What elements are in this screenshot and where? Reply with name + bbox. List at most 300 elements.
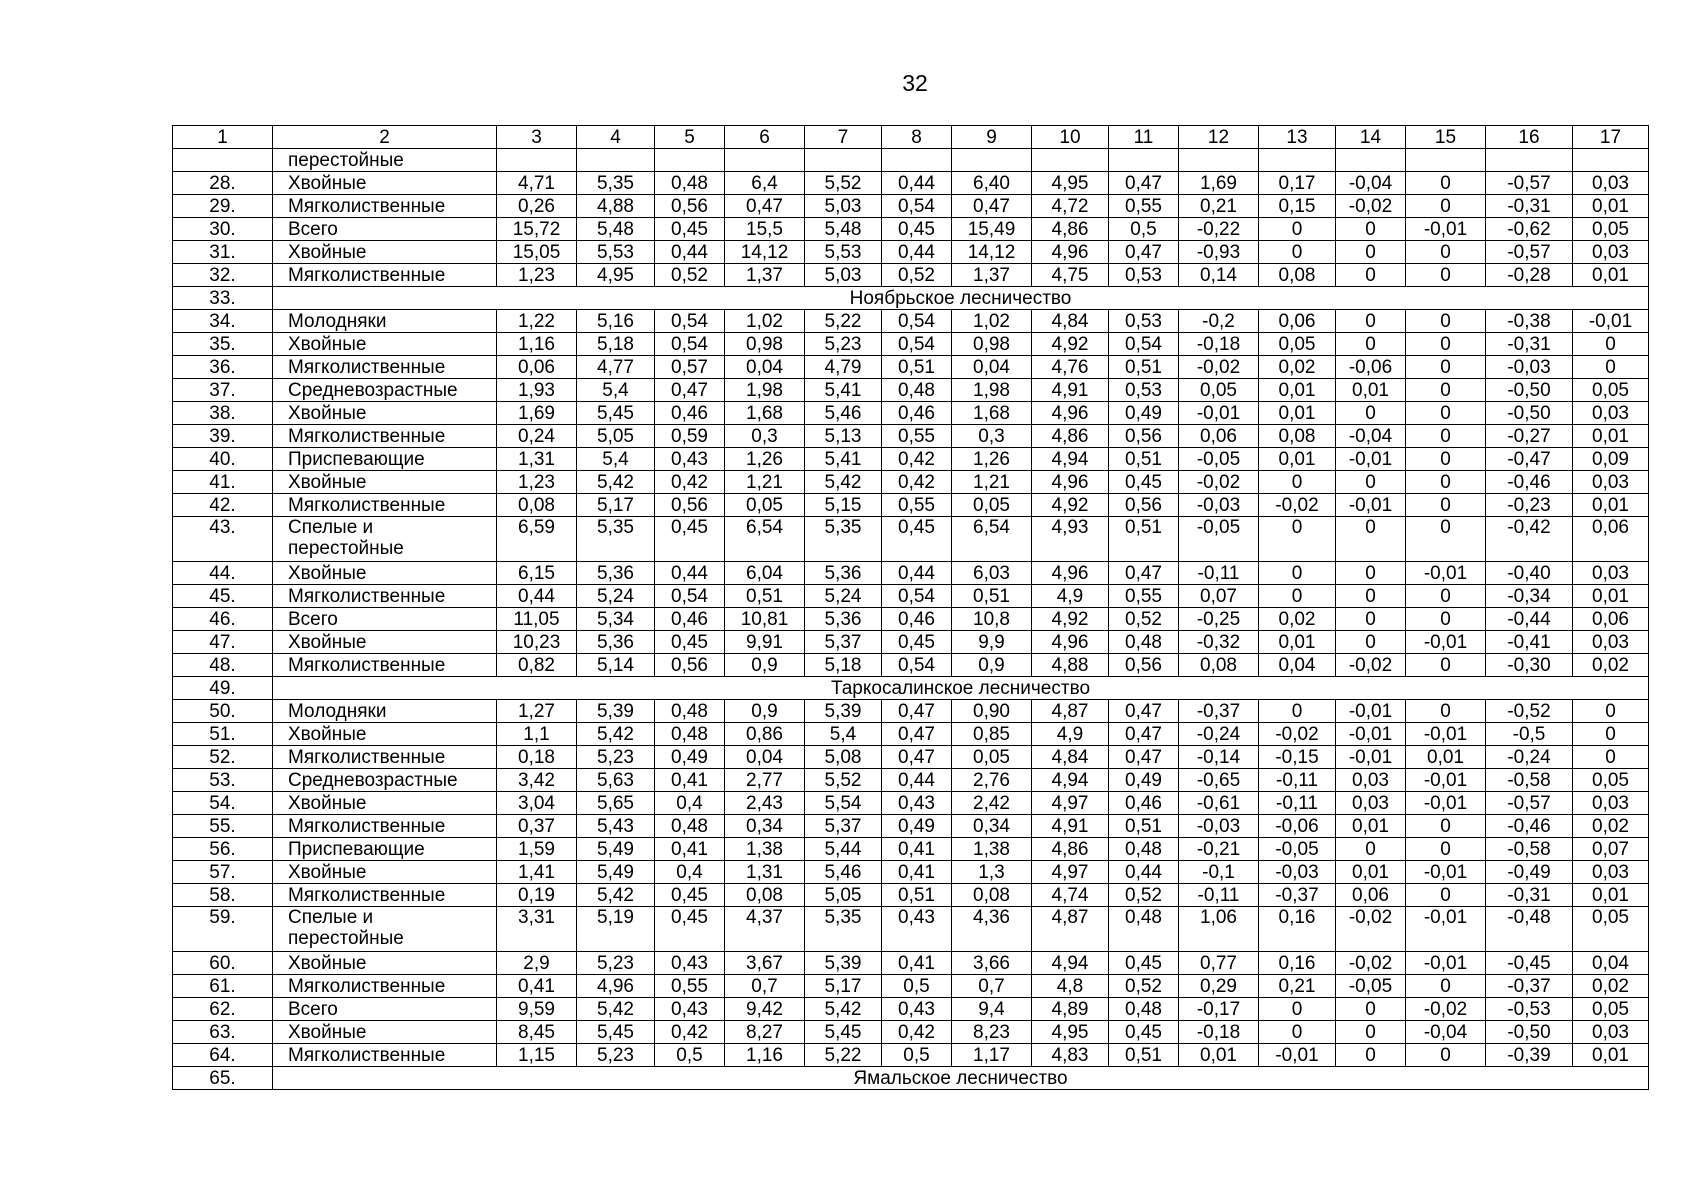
value-cell: 5,35 [805,907,882,952]
row-label: Мягколиственные [273,356,497,379]
table-row [173,654,1649,677]
value-cell: 0,05 [1573,907,1649,952]
value-cell: 0 [1406,195,1486,218]
column-header: 6 [725,126,805,149]
value-cell: 0,34 [952,815,1032,838]
value-cell: 0 [1406,310,1486,333]
row-number: 38. [173,402,273,425]
row-label: Хвойные [273,952,497,975]
value-cell: -0,02 [1259,723,1336,746]
value-cell: -0,30 [1486,654,1573,677]
row-number: 39. [173,425,273,448]
value-cell: -0,17 [1179,998,1259,1021]
row-label: Хвойные [273,333,497,356]
table-row [173,264,1649,287]
table-row [173,746,1649,769]
value-cell: 0,45 [882,631,952,654]
value-cell: 0,05 [1573,998,1649,1021]
value-cell: -0,34 [1486,585,1573,608]
value-cell: 0,54 [655,310,725,333]
value-cell: 5,45 [577,402,655,425]
value-cell: -0,01 [1336,723,1406,746]
value-cell: 15,72 [497,218,577,241]
value-cell: 0,45 [1109,952,1179,975]
value-cell: 5,45 [577,1021,655,1044]
value-cell: 5,41 [805,379,882,402]
value-cell: 0,01 [1573,1044,1649,1067]
value-cell: 0 [1406,815,1486,838]
value-cell: 0,56 [1109,425,1179,448]
value-cell [1336,149,1406,172]
value-cell: 0 [1259,517,1336,562]
value-cell: -0,45 [1486,952,1573,975]
row-number: 30. [173,218,273,241]
value-cell: 0 [1259,585,1336,608]
value-cell: 0,56 [655,195,725,218]
value-cell: 0 [1406,608,1486,631]
value-cell: 0,08 [1259,264,1336,287]
value-cell: 0,49 [882,815,952,838]
value-cell: 0,03 [1573,241,1649,264]
value-cell: 0,51 [725,585,805,608]
value-cell: -0,05 [1336,975,1406,998]
row-number: 31. [173,241,273,264]
value-cell: 0,5 [655,1044,725,1067]
value-cell: -0,01 [1406,769,1486,792]
value-cell: -0,42 [1486,517,1573,562]
value-cell: 1,21 [725,471,805,494]
value-cell: 6,40 [952,172,1032,195]
value-cell: 0,42 [882,471,952,494]
value-cell: 0,15 [1259,195,1336,218]
value-cell: 0,01 [1336,861,1406,884]
value-cell: 0,18 [497,746,577,769]
value-cell: 5,37 [805,815,882,838]
value-cell: 4,92 [1032,333,1109,356]
value-cell: -0,52 [1486,700,1573,723]
value-cell: 0 [1406,654,1486,677]
value-cell [1259,149,1336,172]
value-cell: 0,43 [882,792,952,815]
value-cell: 4,95 [577,264,655,287]
table-row [173,1021,1649,1044]
value-cell: 0 [1406,700,1486,723]
value-cell: 0 [1406,448,1486,471]
value-cell: 1,37 [725,264,805,287]
value-cell: -0,53 [1486,998,1573,1021]
row-number: 33. [173,287,273,310]
row-number: 59. [173,907,273,952]
value-cell: 0,52 [1109,884,1179,907]
value-cell: -0,06 [1259,815,1336,838]
row-number: 42. [173,494,273,517]
value-cell: 1,22 [497,310,577,333]
value-cell: 4,88 [1032,654,1109,677]
value-cell: 1,16 [725,1044,805,1067]
table-row [173,425,1649,448]
value-cell: 0,04 [952,356,1032,379]
value-cell: 4,89 [1032,998,1109,1021]
row-label: Приспевающие [273,448,497,471]
value-cell: 0,04 [1573,952,1649,975]
value-cell: 0,03 [1573,172,1649,195]
table-row [173,562,1649,585]
value-cell: -0,01 [1336,700,1406,723]
value-cell: 5,35 [805,517,882,562]
value-cell: 0,47 [1109,746,1179,769]
row-label: Хвойные [273,471,497,494]
value-cell: 8,27 [725,1021,805,1044]
value-cell: 0 [1336,471,1406,494]
row-label: Мягколиственные [273,585,497,608]
row-number: 29. [173,195,273,218]
value-cell: -0,37 [1486,975,1573,998]
value-cell: 4,94 [1032,448,1109,471]
value-cell: 0,46 [882,402,952,425]
value-cell: 0 [1573,356,1649,379]
value-cell: 0,04 [725,746,805,769]
value-cell: 0 [1406,402,1486,425]
value-cell: 0,57 [655,356,725,379]
value-cell: 3,31 [497,907,577,952]
table-row [173,149,1649,172]
value-cell: 0,51 [882,884,952,907]
value-cell: 0,56 [655,654,725,677]
value-cell: -0,02 [1179,471,1259,494]
value-cell: 5,45 [805,1021,882,1044]
value-cell: 0,05 [1573,769,1649,792]
value-cell: -0,02 [1336,654,1406,677]
value-cell: 5,37 [805,631,882,654]
value-cell: -0,32 [1179,631,1259,654]
value-cell: -0,02 [1336,195,1406,218]
table-row [173,861,1649,884]
value-cell: 5,24 [805,585,882,608]
value-cell: 0,9 [725,654,805,677]
value-cell: 0,47 [1109,562,1179,585]
value-cell: 0,5 [1109,218,1179,241]
value-cell: 9,4 [952,998,1032,1021]
table-row [173,838,1649,861]
value-cell: 0,90 [952,700,1032,723]
value-cell: 0,06 [1336,884,1406,907]
value-cell: 1,93 [497,379,577,402]
value-cell: 1,26 [952,448,1032,471]
table-row [173,907,1649,952]
value-cell: 0 [1406,1044,1486,1067]
value-cell: -0,11 [1259,769,1336,792]
table-row [173,1044,1649,1067]
row-number: 53. [173,769,273,792]
value-cell: -0,24 [1179,723,1259,746]
value-cell: 0 [1336,631,1406,654]
value-cell: 4,86 [1032,838,1109,861]
value-cell: 0,45 [1109,1021,1179,1044]
value-cell: 0,02 [1573,654,1649,677]
value-cell: 0,48 [1109,998,1179,1021]
value-cell: 1,98 [952,379,1032,402]
table-row [173,884,1649,907]
row-number: 63. [173,1021,273,1044]
value-cell: -0,01 [1406,562,1486,585]
value-cell: 0,03 [1573,1021,1649,1044]
value-cell: 0,55 [1109,195,1179,218]
value-cell: 0,43 [655,952,725,975]
value-cell: 0,45 [655,884,725,907]
value-cell: -0,11 [1259,792,1336,815]
value-cell: 0,41 [882,952,952,975]
value-cell: 0,48 [655,172,725,195]
value-cell: 2,77 [725,769,805,792]
value-cell: 0,01 [1573,195,1649,218]
value-cell: 0,16 [1259,907,1336,952]
column-header: 10 [1032,126,1109,149]
value-cell: 0,03 [1573,562,1649,585]
value-cell: -0,27 [1486,425,1573,448]
row-label: Хвойные [273,861,497,884]
value-cell: 4,96 [577,975,655,998]
value-cell: 9,9 [952,631,1032,654]
value-cell: 5,14 [577,654,655,677]
row-number: 55. [173,815,273,838]
value-cell: 0,7 [725,975,805,998]
value-cell: -0,50 [1486,402,1573,425]
value-cell: -0,58 [1486,838,1573,861]
value-cell: 0,02 [1259,356,1336,379]
section-title: Таркосалинское лесничество [273,677,1649,700]
value-cell: 9,42 [725,998,805,1021]
value-cell: 0,09 [1573,448,1649,471]
value-cell: 0,26 [497,195,577,218]
row-label: Спелые и перестойные [273,517,497,562]
value-cell: 5,34 [577,608,655,631]
value-cell: 0 [1336,517,1406,562]
value-cell: 5,03 [805,195,882,218]
value-cell: 1,41 [497,861,577,884]
value-cell: 9,91 [725,631,805,654]
value-cell: 0,48 [1109,907,1179,952]
value-cell: 5,46 [805,402,882,425]
value-cell: 5,15 [805,494,882,517]
value-cell: 5,42 [577,884,655,907]
value-cell: 5,48 [577,218,655,241]
value-cell: 5,23 [805,333,882,356]
value-cell: 0,34 [725,815,805,838]
value-cell: 0,06 [1573,517,1649,562]
value-cell: -0,38 [1486,310,1573,333]
value-cell: -0,39 [1486,1044,1573,1067]
value-cell: 0 [1406,356,1486,379]
value-cell: -0,24 [1486,746,1573,769]
value-cell: 4,84 [1032,746,1109,769]
value-cell: 5,53 [577,241,655,264]
value-cell: 4,87 [1032,700,1109,723]
value-cell: 0,03 [1573,402,1649,425]
value-cell: 0,43 [882,998,952,1021]
value-cell: 5,05 [805,884,882,907]
value-cell: 0,37 [497,815,577,838]
row-number: 51. [173,723,273,746]
value-cell: 1,37 [952,264,1032,287]
value-cell: 0,19 [497,884,577,907]
value-cell: 14,12 [952,241,1032,264]
value-cell: 4,96 [1032,241,1109,264]
value-cell: 0,53 [1109,264,1179,287]
value-cell: 0,42 [655,1021,725,1044]
value-cell: -0,37 [1179,700,1259,723]
table-row [173,769,1649,792]
section-title: Ямальское лесничество [273,1067,1649,1090]
value-cell: 0,45 [655,631,725,654]
value-cell: 0,02 [1573,975,1649,998]
value-cell: 4,9 [1032,585,1109,608]
value-cell: -0,01 [1406,631,1486,654]
value-cell: 0,48 [655,700,725,723]
value-cell: 0,46 [1109,792,1179,815]
value-cell: -0,23 [1486,494,1573,517]
value-cell: 0,44 [882,562,952,585]
value-cell: 0,04 [725,356,805,379]
value-cell: 0,41 [497,975,577,998]
value-cell: 0,48 [1109,838,1179,861]
value-cell: 1,27 [497,700,577,723]
row-number: 56. [173,838,273,861]
value-cell [1109,149,1179,172]
row-number: 28. [173,172,273,195]
value-cell: 0,54 [655,585,725,608]
row-number: 49. [173,677,273,700]
value-cell: 5,19 [577,907,655,952]
row-label: Мягколиственные [273,815,497,838]
value-cell: 5,46 [805,861,882,884]
value-cell: 0,4 [655,861,725,884]
value-cell [497,149,577,172]
value-cell: 0,05 [1573,218,1649,241]
row-number: 65. [173,1067,273,1090]
value-cell: 5,39 [805,700,882,723]
row-number: 32. [173,264,273,287]
value-cell: 1,06 [1179,907,1259,952]
row-label: Спелые и перестойные [273,907,497,952]
row-label: Хвойные [273,631,497,654]
value-cell: 0,03 [1573,792,1649,815]
value-cell: 0,86 [725,723,805,746]
value-cell: -0,37 [1259,884,1336,907]
value-cell: -0,14 [1179,746,1259,769]
value-cell: 0,42 [882,448,952,471]
value-cell: 0 [1336,838,1406,861]
value-cell: -0,47 [1486,448,1573,471]
value-cell: 4,74 [1032,884,1109,907]
value-cell: 4,72 [1032,195,1109,218]
value-cell: -0,03 [1486,356,1573,379]
value-cell: 0 [1406,471,1486,494]
value-cell: 0,06 [1573,608,1649,631]
table-row [173,952,1649,975]
value-cell: 0,05 [725,494,805,517]
value-cell: 5,05 [577,425,655,448]
value-cell: 0,05 [1179,379,1259,402]
value-cell: -0,25 [1179,608,1259,631]
value-cell: 0,04 [1259,654,1336,677]
value-cell: 0 [1406,585,1486,608]
value-cell: 0 [1406,425,1486,448]
value-cell: 0,03 [1573,631,1649,654]
value-cell: 1,31 [497,448,577,471]
value-cell: -0,44 [1486,608,1573,631]
value-cell: 0,53 [1109,379,1179,402]
value-cell: 0,01 [1259,379,1336,402]
value-cell: 4,87 [1032,907,1109,952]
value-cell: 5,4 [577,379,655,402]
table-row [173,471,1649,494]
value-cell: -0,18 [1179,1021,1259,1044]
value-cell: 0,44 [1109,861,1179,884]
value-cell: -0,05 [1179,448,1259,471]
value-cell: -0,18 [1179,333,1259,356]
value-cell: 0 [1336,310,1406,333]
column-header: 12 [1179,126,1259,149]
value-cell: 0,42 [882,1021,952,1044]
value-cell: 5,08 [805,746,882,769]
row-label: Хвойные [273,1021,497,1044]
value-cell: -0,04 [1406,1021,1486,1044]
value-cell: 0,52 [1109,975,1179,998]
value-cell: 0,47 [655,379,725,402]
value-cell: 0 [1573,333,1649,356]
value-cell [577,149,655,172]
value-cell: 5,23 [577,952,655,975]
value-cell: 0 [1336,608,1406,631]
value-cell: 5,53 [805,241,882,264]
value-cell: 0 [1406,172,1486,195]
value-cell: 5,16 [577,310,655,333]
value-cell: 0,01 [1259,402,1336,425]
value-cell: 0,43 [655,448,725,471]
value-cell: 1,68 [725,402,805,425]
value-cell: 0,44 [882,172,952,195]
value-cell: 0 [1406,379,1486,402]
value-cell: -0,11 [1179,884,1259,907]
table-row [173,310,1649,333]
row-number: 35. [173,333,273,356]
value-cell: 0,01 [1573,264,1649,287]
value-cell: -0,02 [1336,952,1406,975]
value-cell: 0,49 [1109,769,1179,792]
value-cell: 4,97 [1032,861,1109,884]
value-cell: 0,29 [1179,975,1259,998]
value-cell: 0,5 [882,975,952,998]
value-cell: 2,76 [952,769,1032,792]
value-cell: 5,42 [805,471,882,494]
value-cell: 6,54 [952,517,1032,562]
value-cell: 5,65 [577,792,655,815]
value-cell: 0,01 [1336,815,1406,838]
value-cell: 1,38 [952,838,1032,861]
value-cell: 10,81 [725,608,805,631]
value-cell: 11,05 [497,608,577,631]
value-cell: 0,48 [1109,631,1179,654]
value-cell: 0 [1336,218,1406,241]
value-cell: 1,17 [952,1044,1032,1067]
value-cell: -0,01 [1406,907,1486,952]
row-number: 48. [173,654,273,677]
value-cell: 0 [1336,1021,1406,1044]
page-number: 32 [902,70,928,96]
row-number: 58. [173,884,273,907]
value-cell: 4,37 [725,907,805,952]
value-cell: 3,66 [952,952,1032,975]
